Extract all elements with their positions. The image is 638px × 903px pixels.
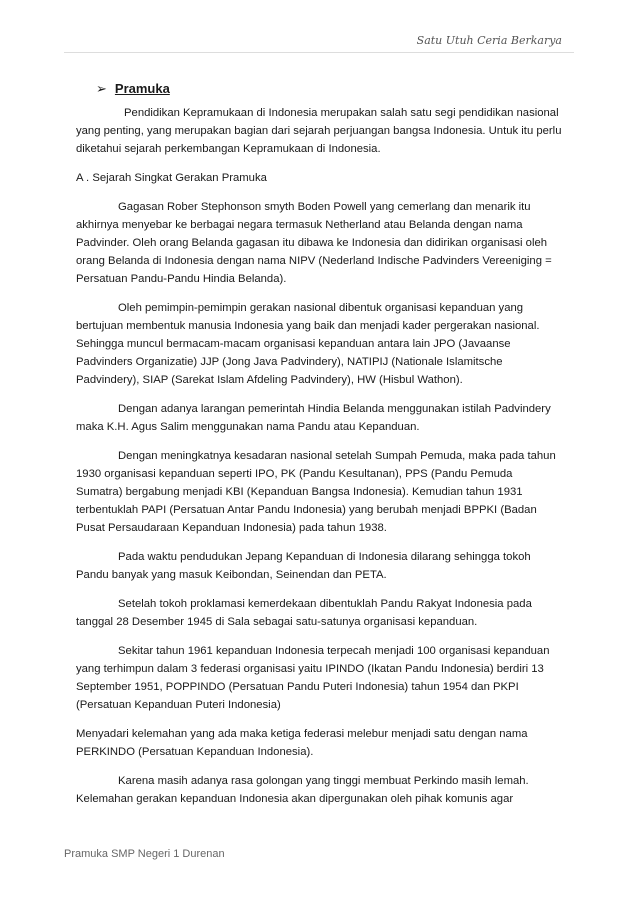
- section-title: Pramuka: [114, 81, 170, 96]
- section-heading: [96, 80, 562, 98]
- page-footer: Pramuka SMP Negeri 1 Durenan: [64, 848, 225, 860]
- paragraph: Oleh pemimpin-pemimpin gerakan nasional dibentuk organisasi kepanduan yang bertujuan membentuk manusia Indonesia yang baik dan menjadi kader pergerakan nasional. Sehingga muncul bermacam-macam organisasi kepanduan antara lain JPO (Javaanse Padvinders Organizatie) JJP (Jong Java Padvindery), NATIPIJ (Nationale Islamitsche Padvindery), SIAP (Sarekat Islam Afdeling Padvindery), HW (Hisbul Wathon).: [76, 302, 540, 386]
- header-motto: Satu Utuh Ceria Berkarya: [416, 34, 562, 47]
- subsection-heading: A . Sejarah Singkat Gerakan Pramuka: [76, 172, 267, 184]
- paragraph: Gagasan Rober Stephonson smyth Boden Powell yang cemerlang dan menarik itu akhirnya menyebar ke berbagai negara termasuk Netherland atau Belanda dengan nama Padvinder. Oleh orang Belanda gagasan itu dibawa ke Indonesia dan didirikan organisasi oleh orang Belanda di Indonesia dengan nama NIPV (Nederland Indische Padvinders Vereeniging = Persatuan Pandu-Pandu Hindia Belanda).: [76, 201, 552, 285]
- paragraph: Dengan adanya larangan pemerintah Hindia Belanda menggunakan istilah Padvindery maka K.H. Agus Salim menggunakan nama Pandu atau Kepanduan.: [76, 403, 551, 433]
- paragraph: Dengan meningkatnya kesadaran nasional setelah Sumpah Pemuda, maka pada tahun 1930 organisasi kepanduan seperti IPO, PK (Pandu Kesultanan), PPS (Pandu Pemuda Sumatra) bergabung menjadi KBI (Kepanduan Bangsa Indonesia). Kemudian tahun 1931 terbentuklah PAPI (Persatuan Antar Pandu Indonesia) yang berubah menjadi BPPKI (Badan Pusat Persaudaraan Kepanduan Indonesia) pada tahun 1938.: [76, 450, 556, 534]
- arrow-bullet-icon: ➢: [96, 81, 107, 96]
- paragraph: Menyadari kelemahan yang ada maka ketiga federasi melebur menjadi satu dengan nama PERKINDO (Persatuan Kepanduan Indonesia).: [76, 728, 528, 758]
- paragraph: Karena masih adanya rasa golongan yang tinggi membuat Perkindo masih lemah. Kelemahan gerakan kepanduan Indonesia akan dipergunakan oleh pihak komunis agar: [76, 775, 529, 805]
- paragraph: Pada waktu pendudukan Jepang Kepanduan di Indonesia dilarang sehingga tokoh Pandu banyak yang masuk Keibondan, Seinendan dan PETA.: [76, 551, 531, 581]
- paragraph-intro: Pendidikan Kepramukaan di Indonesia merupakan salah satu segi pendidikan nasional yang penting, yang merupakan bagian dari sejarah perjuangan bangsa Indonesia. Untuk itu perlu diketahui sejarah perkembangan Kepramukaan di Indonesia.: [76, 107, 562, 155]
- paragraph: Sekitar tahun 1961 kepanduan Indonesia terpecah menjadi 100 organisasi kepanduan yang terhimpun dalam 3 federasi organisasi yaitu IPINDO (Ikatan Pandu Indonesia) berdiri 13 September 1951, POPPINDO (Persatuan Pandu Puteri Indonesia) tahun 1954 dan PKPI (Persatuan Kepanduan Puteri Indonesia): [76, 645, 550, 711]
- paragraph: Setelah tokoh proklamasi kemerdekaan dibentuklah Pandu Rakyat Indonesia pada tanggal 28 Desember 1945 di Sala sebagai satu-satunya organisasi kepanduan.: [76, 598, 532, 628]
- document-body: [76, 80, 562, 819]
- header-divider: [64, 52, 574, 53]
